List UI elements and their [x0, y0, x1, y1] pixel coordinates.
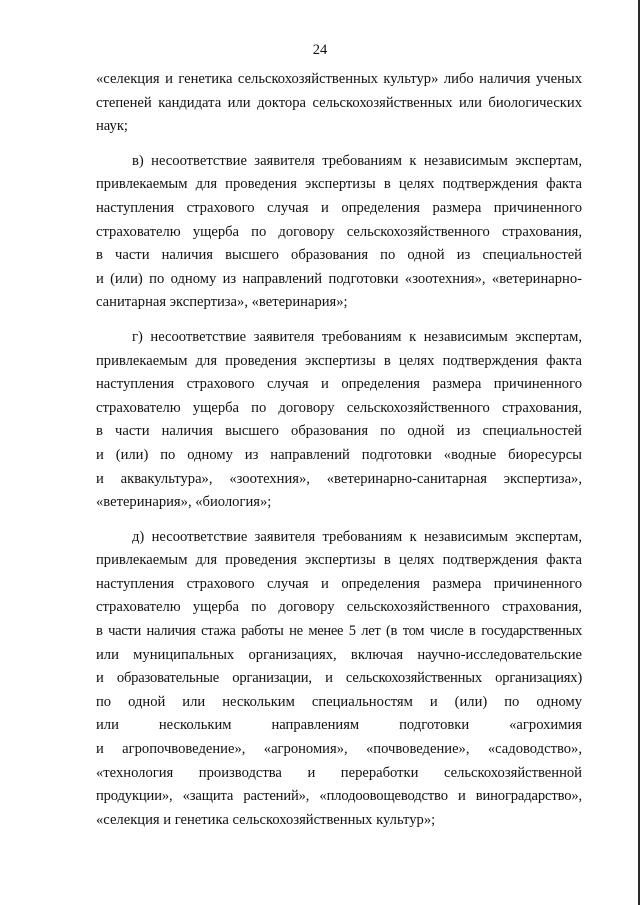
page-number: 24: [312, 42, 328, 58]
text-line: привлекаемым для проведения экспертизы в целях подтверждения факта: [96, 552, 582, 569]
text-line: привлекаемым для проведения экспертизы в целях подтверждения факта: [96, 176, 582, 193]
text-line: и агропочвоведение», «агрономия», «почвоведение», «садоводство»,: [96, 741, 582, 758]
text-line: в части наличия высшего образования по одной из специальностей: [96, 423, 582, 440]
text-line: наступления страхового случая и определения размера причиненного: [96, 199, 582, 216]
paragraph-continuation: [96, 68, 582, 139]
text-line: страхователю ущерба по договору сельскохозяйственного страхования,: [96, 223, 582, 240]
text-line: «ветеринария», «биология»;: [96, 494, 272, 511]
text-line: и образовательные организации, и сельскохозяйственных организациях): [96, 670, 582, 687]
text-line: в части наличия стажа работы не менее 5 лет (в том числе в государственных: [96, 623, 582, 640]
text-line: и аквакультура», «зоотехния», «ветеринарно-санитарная экспертиза»,: [96, 470, 582, 487]
text-line: по одной или нескольким специальностям и (или) по одному: [96, 693, 582, 710]
text-line: в) несоответствие заявителя требованиям к независимым экспертам,: [132, 152, 582, 169]
text-line: «селекция и генетика сельскохозяйственных культур»;: [96, 811, 436, 828]
text-line: д) несоответствие заявителя требованиям к независимым экспертам,: [132, 528, 582, 545]
text-line: наук;: [96, 118, 128, 135]
paragraph-d: [96, 526, 582, 833]
text-line: «селекция и генетика сельскохозяйственных культур» либо наличия ученых: [96, 71, 582, 87]
text-line: страхователю ущерба по договору сельскохозяйственного страхования,: [96, 399, 582, 416]
paragraph-v: [96, 150, 582, 315]
text-line: привлекаемым для проведения экспертизы в целях подтверждения факта: [96, 352, 582, 369]
text-line: или муниципальных организациях, включая научно-исследовательские: [96, 646, 582, 663]
text-line: страхователю ущерба по договору сельскохозяйственного страхования,: [96, 599, 582, 616]
text-line: степеней кандидата или доктора сельскохозяйственных или биологических: [96, 94, 582, 111]
text-line: и (или) по одному из направлений подготовки «водные биоресурсы: [96, 446, 582, 463]
text-line: наступления страхового случая и определения размера причиненного: [96, 575, 582, 592]
text-line: или нескольким направлениям подготовки «агрохимия: [96, 717, 582, 734]
text-line: в части наличия высшего образования по одной из специальностей: [96, 247, 582, 264]
text-line: «технология производства и переработки сельскохозяйственной: [96, 764, 582, 781]
document-body: [96, 68, 582, 843]
text-line: наступления страхового случая и определения размера причиненного: [96, 376, 582, 393]
text-line: и (или) по одному из направлений подготовки «зоотехния», «ветеринарно-: [96, 270, 582, 287]
text-line: г) несоответствие заявителя требованиям к независимым экспертам,: [132, 328, 582, 345]
text-line: санитарная экспертиза», «ветеринария»;: [96, 294, 348, 311]
text-line: продукции», «защита растений», «плодоовощеводство и виноградарство»,: [96, 788, 582, 805]
paragraph-g: [96, 326, 582, 515]
